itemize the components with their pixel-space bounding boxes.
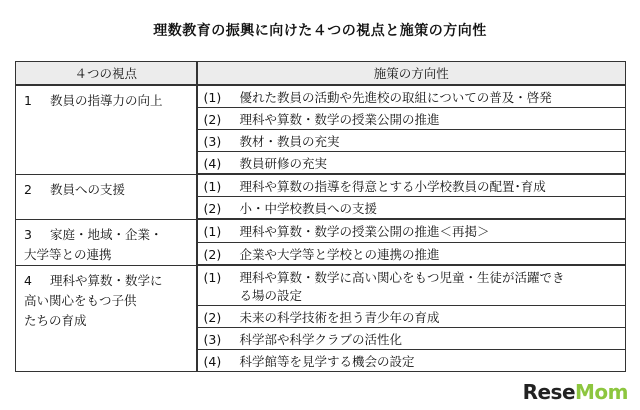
page-title: 理数教育の振興に向けた４つの視点と施策の方向性 xyxy=(153,23,487,39)
policy-number: (1) xyxy=(203,270,222,285)
policy-cell xyxy=(197,327,626,349)
view-text-line1: 家庭・地域・企業・ xyxy=(50,226,163,242)
view-cell-2 xyxy=(16,174,197,219)
policy-text: 科学部や科学クラブの活性化 xyxy=(239,331,403,347)
policy-text-continued: る場の設定 xyxy=(239,288,303,303)
policy-cell xyxy=(197,349,626,371)
policy-table xyxy=(15,61,626,372)
policy-text: 科学館等を見学する機会の設定 xyxy=(239,353,415,369)
table-row xyxy=(16,219,626,242)
policy-number: (3) xyxy=(203,134,222,149)
policy-number: (2) xyxy=(203,112,222,127)
table-row xyxy=(16,85,626,108)
policy-number: (1) xyxy=(203,179,222,194)
policy-number: (4) xyxy=(203,156,222,171)
table-row xyxy=(16,265,626,305)
view-number: 1 xyxy=(24,93,32,108)
policy-cell xyxy=(197,197,626,220)
view-text-line3: たちの育成 xyxy=(24,312,87,328)
table-header-row xyxy=(16,62,626,86)
policy-cell xyxy=(197,85,626,108)
policy-cell xyxy=(197,174,626,197)
policy-number: (3) xyxy=(203,331,222,347)
policy-number: (4) xyxy=(203,353,222,369)
policy-number: (2) xyxy=(203,201,222,216)
view-cell-1 xyxy=(16,85,197,174)
policy-cell xyxy=(197,108,626,130)
policy-number: (2) xyxy=(203,309,222,325)
policy-text: 理科や算数・数学に高い関心をもつ児童・生徒が活躍でき xyxy=(239,270,565,285)
view-cell-3 xyxy=(16,219,197,265)
policy-text: 理科や算数・数学の授業公開の推進 xyxy=(239,112,440,127)
policy-number: (1) xyxy=(203,90,222,105)
header-policy: 施策の方向性 xyxy=(197,62,626,86)
policy-cell xyxy=(197,242,626,265)
view-number: 4 xyxy=(24,272,32,288)
view-number: 2 xyxy=(24,181,32,197)
policy-text: 理科や算数・数学の授業公開の推進＜再掲＞ xyxy=(239,224,490,239)
policy-cell xyxy=(197,130,626,152)
resemom-logo xyxy=(523,380,628,404)
view-cell-4 xyxy=(16,265,197,371)
view-text-line2: 大学等との連携 xyxy=(24,246,112,262)
view-text-line1: 理科や算数・数学に xyxy=(50,272,163,288)
view-number: 3 xyxy=(24,226,32,242)
policy-number: (2) xyxy=(203,246,222,262)
logo-text-part2: Mom xyxy=(575,380,628,404)
policy-cell xyxy=(197,265,626,305)
view-text: 教員への支援 xyxy=(50,181,126,197)
view-text-line2: 高い関心をもつ子供 xyxy=(24,292,137,308)
logo-text-part1: Rese xyxy=(522,380,576,404)
policy-text: 小・中学校教員への支援 xyxy=(239,201,378,216)
policy-text: 優れた教員の活動や先進校の取組についての普及・啓発 xyxy=(239,90,552,105)
policy-number: (1) xyxy=(203,224,222,239)
header-view: ４つの視点 xyxy=(16,62,197,86)
view-text: 教員の指導力の向上 xyxy=(50,93,163,108)
policy-text: 理科や算数の指導を得意とする小学校教員の配置･育成 xyxy=(239,179,546,194)
policy-text: 教材・教員の充実 xyxy=(239,134,340,149)
policy-cell xyxy=(197,305,626,327)
policy-cell xyxy=(197,219,626,242)
policy-text: 未来の科学技術を担う青少年の育成 xyxy=(239,309,440,325)
policy-text: 教員研修の充実 xyxy=(239,156,328,171)
policy-text: 企業や大学等と学校との連携の推進 xyxy=(239,246,440,262)
table-row xyxy=(16,174,626,197)
policy-cell xyxy=(197,152,626,175)
